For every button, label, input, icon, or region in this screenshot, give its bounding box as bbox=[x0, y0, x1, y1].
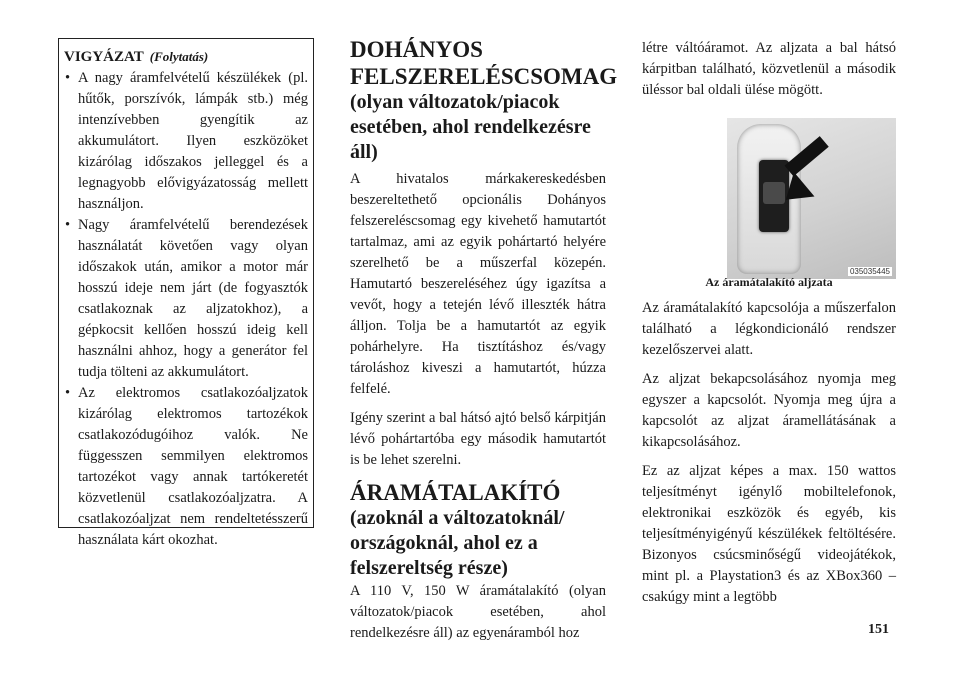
page-number: 151 bbox=[868, 622, 889, 637]
smoker-heading: DOHÁNYOS FELSZERELÉSCSOMAG bbox=[350, 37, 618, 89]
image-code: 035035445 bbox=[849, 267, 890, 276]
inverter-subheading: (azoknál a változatoknál/ országoknál, ahol ez a felszereltség része) bbox=[350, 507, 565, 579]
warning-item: • A nagy áramfelvételű készülékek (pl. hűtők, porszívók, lámpák stb.) még intenzívebben gyengítik az akkumulátort. Ilyen eszközöket kizárólag időszakos jelleggel és a legnagyobb elővigyázatosság mellett használjon. bbox=[64, 68, 308, 215]
warning-item: • Nagy áramfelvételű berendezések használatát követően vagy olyan időszakok után, amikor a motor már hosszú ideje nem járt (de fogyasztók csatlakoznak az aljzatokhoz), a gépkocsit kellően hosszú ideig kell használni ahhoz, hogy a generátor fel tudja tölteni az akkumulátort. bbox=[64, 215, 308, 383]
inverter-outlet-photo bbox=[727, 118, 896, 279]
inverter-paragraph-1: A 110 V, 150 W áramátalakító (olyan változatok/piacok esetében, ahol rendelkezésre áll) az egyenáramból hoz bbox=[350, 583, 606, 641]
inverter-heading: ÁRAMÁTALAKÍTÓ bbox=[350, 480, 561, 505]
photo-caption: Az áramátalakító aljzata bbox=[705, 275, 833, 289]
warning-continued: (Folytatás) bbox=[149, 49, 209, 64]
inverter-paragraph-4: Ez az aljzat képes a max. 150 wattos teljesítményt igénylő mobiltelefonok, elektronikai eszközök és egyéb, kis teljesítményigényű készülékek feltöltésére. Bizonyos csúcsminőségű videojátékok, mint pl. a Playstation3 és az XBox360 – csakúgy mint a legtöbb bbox=[642, 463, 896, 605]
warning-box bbox=[58, 38, 314, 548]
inverter-paragraph-1-cont: létre váltóáramot. Az aljzata a bal hátsó kárpitban található, közvetlenül a második üléssor bal oldali ülése mögött. bbox=[642, 40, 896, 98]
right-column bbox=[642, 38, 896, 101]
smoker-subheading: (olyan változatok/piacok esetében, ahol rendelkezésre áll) bbox=[350, 91, 591, 163]
right-column-lower bbox=[642, 298, 896, 608]
warning-list bbox=[64, 68, 308, 551]
inverter-paragraph-3: Az aljzat bekapcsolásához nyomja meg egyszer a kapcsolót. Nyomja meg újra a kapcsolót az aljzat áramellátásának a kikapcsolásához. bbox=[642, 371, 896, 450]
warning-item: • Az elektromos csatlakozóaljzatok kizárólag elektromos tartozékok csatlakozódugóihoz valók. Ne függesszen semmilyen elektromos tartozékot vagy annak tartókeretét közvetlenül csatlakozóaljzatra. A csatlakozóaljzat nem rendeltetésszerű használata kárt okozhat. bbox=[64, 383, 308, 551]
middle-column bbox=[350, 36, 618, 644]
smoker-paragraph-1: A hivatalos márkakereskedésben beszereltethető opcionális Dohányos felszereléscsomag egy kivehető hamutartót tartalmaz, ami az egyik pohártartó helyére szerelhető be a műszerfal közepén. Hamutartó beszereléséhez úgy igazítsa a vevőt, hogy a tetején lévő illeszték hátra álljon. Tolja be a hamutartót az egyik pohárhelyre. Ha tisztításhoz és/vagy tároláshoz kiveszi a hamutartót, húzza felfelé. bbox=[350, 171, 606, 397]
smoker-paragraph-2: Igény szerint a bal hátsó ajtó belső kárpitján lévő pohártartóba egy második hamutartót is be lehet szerelni. bbox=[350, 410, 606, 468]
warning-header bbox=[64, 46, 308, 68]
inverter-paragraph-2: Az áramátalakító kapcsolója a műszerfalon található a légkondicionáló rendszer kezelőszervei alatt. bbox=[642, 300, 896, 358]
warning-title: VIGYÁZAT bbox=[64, 49, 144, 65]
